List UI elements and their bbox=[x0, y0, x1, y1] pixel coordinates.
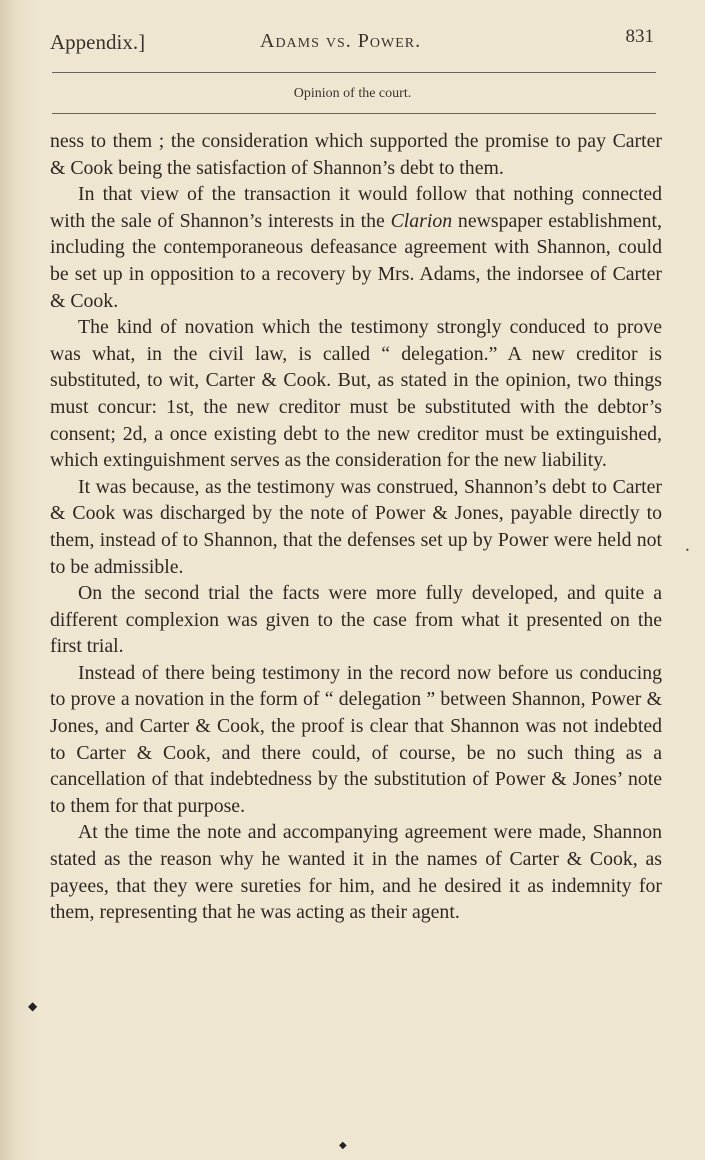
opinion-text bbox=[50, 128, 662, 926]
paragraph-6: Instead of there being testimony in the record now before us conducing to prove a novation in the form of “ delegation ” between Shannon, Power & Jones, and Carter & Cook, the proof is clear that Shannon was not indebted to Carter & Cook, and there could, of course, be no such thing as a cancellation of that indebtedness by the substitution of Power & Jones’ note to them for that purpose. bbox=[50, 661, 662, 817]
paragraph-2-end: newspaper establishment, including the contemporaneous defeasance agreement with Shannon, could be set up in opposition to a recovery by Mrs. Adams, the indorsee of Carter & Cook. bbox=[50, 209, 662, 312]
paragraph-2-italic: Clarion bbox=[390, 209, 453, 232]
footer-mark: ◆ bbox=[339, 1140, 347, 1151]
paragraph-2 bbox=[50, 181, 662, 314]
header-section-label: Appendix.] bbox=[50, 30, 146, 54]
page-number: 831 bbox=[625, 26, 654, 47]
paragraph-4: It was because, as the testimony was construed, Shannon’s debt to Carter & Cook was discharged by the note of Power & Jones, payable directly to them, instead of to Shannon, that the defenses set up by Power were held not to be admissible. bbox=[50, 475, 662, 578]
paragraph-5: On the second trial the facts were more fully developed, and quite a different complexion was given to the case from what it presented on the first trial. bbox=[50, 582, 662, 658]
margin-dot: • bbox=[685, 546, 690, 555]
paragraph-7: At the time the note and accompanying agreement were made, Shannon stated as the reason why he wanted it in the names of Carter & Cook, as payees, that they were sureties for him, and he desired it as indemnity for them, representing that he was acting as their agent. bbox=[50, 821, 662, 924]
header-case-title: Adams vs. Power. bbox=[260, 30, 422, 52]
paragraph-2-start: In that view of the transaction it would follow that nothing connected with the sale of Shannon’s interests in the bbox=[50, 183, 662, 232]
paragraph-3: The kind of novation which the testimony strongly conduced to prove was what, in the civil law, is called “ delegation.” A new creditor is substituted, to wit, Carter & Cook. But, as stated in the opinion, two things must concur: 1st, the new creditor must be substituted with the debtor’s consent; 2d, a once existing debt to the new creditor must be extinguished, which extinguishment serves as the consideration for the new liability. bbox=[50, 316, 662, 472]
header-rule bbox=[52, 72, 656, 73]
subheading-rule bbox=[52, 113, 656, 114]
section-subheading: Opinion of the court. bbox=[293, 86, 412, 101]
margin-mark: ◆ bbox=[28, 999, 38, 1013]
paragraph-1: ness to them ; the consideration which supported the promise to pay Carter & Cook being the satisfaction of Shannon’s debt to them. bbox=[50, 130, 662, 179]
running-header bbox=[50, 26, 660, 56]
